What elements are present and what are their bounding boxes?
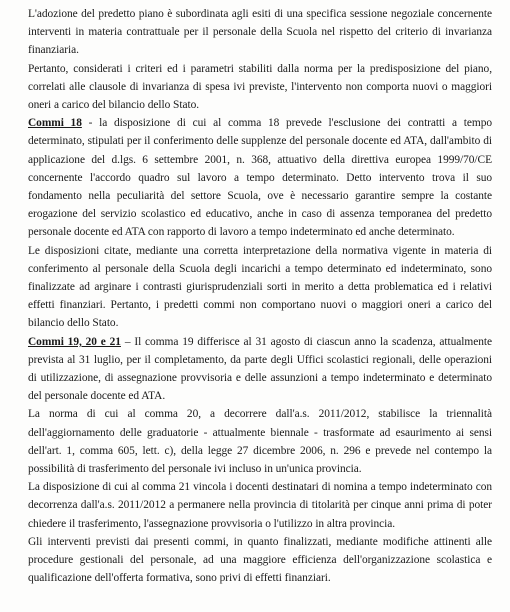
paragraph-commi-19-20-21	[28, 333, 492, 406]
paragraph-text: Pertanto, considerati i criteri ed i parametri stabiliti dalla norma per la predisposizione del piano, correlati alle clausole di invarianza di spesa ivi previste, l'intervento non comporta nuovi o maggiori oneri a carico del bilancio dello Stato.	[28, 62, 492, 112]
paragraph-text: – Il comma 19 differisce al 31 agosto di ciascun anno la scadenza, attualmente prevista al 31 luglio, per il completamento, da parte degli Uffici scolastici regionali, delle operazioni di utilizzazione, di assegnazione provvisoria e delle assunzioni a tempo indeterminato e determinato del personale docente ed ATA.	[28, 335, 492, 403]
paragraph-text: La norma di cui al comma 20, a decorrere dall'a.s. 2011/2012, stabilisce la triennalità dell'aggiornamento delle graduatorie - attualmente biennale - trasformate ad esaurimento ai sensi dell'art. 1, comma 605, lett. c), della legge 27 dicembre 2006, n. 296 e prevede nel contempo la possibilità di trasferimento del personale ivi incluso in un'unica provincia.	[28, 408, 492, 476]
paragraph-text: Le disposizioni citate, mediante una corretta interpretazione della normativa vigente in materia di conferimento al personale della Scuola degli incarichi a tempo determinato ed indeterminato, sono finalizzate ad arginare i contrasti giurisprudenziali sorti in merito a detta problematica ed i relativi effetti finanziari. Pertanto, i predetti commi non comportano nuovi o maggiori oneri a carico del bilancio dello Stato.	[28, 244, 492, 330]
paragraph-comma-21	[28, 478, 492, 533]
section-heading-commi-19-20-21: Commi 19, 20 e 21	[28, 335, 121, 348]
paragraph-text: - la disposizione di cui al comma 18 prevede l'esclusione dei contratti a tempo determinato, stipulati per il conferimento delle supplenze del personale docente ed ATA, dall'ambito di applicazione del d.lgs. 6 settembre 2001, n. 368, attuativo della direttiva europea 1999/70/CE concernente l'accordo quadro sul lavoro a tempo determinato. Detto intervento trova il suo fondamento nella peculiarità del settore Scuola, ove è necessario garantire sempre la costante erogazione del servizio scolastico ed educativo, anche in caso di assenza temporanea del predetto personale docente ed ATA con rapporto di lavoro a tempo indeterminato ed anche determinato.	[28, 117, 492, 239]
paragraph-text: L'adozione del predetto piano è subordinata agli esiti di una specifica sessione negoziale concernente interventi in materia contrattuale per il personale della Scuola nel rispetto del criterio di invarianza finanziaria.	[28, 8, 492, 57]
paragraph-comma-20	[28, 405, 492, 478]
document-body	[28, 5, 492, 588]
paragraph-commi-18	[28, 114, 492, 241]
section-heading-commi-18: Commi 18	[28, 117, 82, 130]
paragraph-disposizioni-citate	[28, 242, 492, 333]
paragraph-adozione-piano	[28, 5, 492, 60]
paragraph-text: Gli interventi previsti dai presenti commi, in quanto finalizzati, mediante modifiche attinenti alle procedure gestionali del personale, ad una maggiore efficienza dell'organizzazione scolastica e qualificazione dell'offerta formativa, sono privi di effetti finanziari.	[28, 535, 492, 585]
paragraph-interventi-previsti	[28, 533, 492, 588]
paragraph-text: La disposizione di cui al comma 21 vincola i docenti destinatari di nomina a tempo indeterminato con decorrenza dall'a.s. 2011/2012 a permanere nella provincia di titolarità per cinque anni prima di poter chiedere il trasferimento, l'assegnazione provvisoria o l'utilizzo in altra provincia.	[28, 481, 492, 530]
paragraph-pertanto-criteri	[28, 60, 492, 115]
